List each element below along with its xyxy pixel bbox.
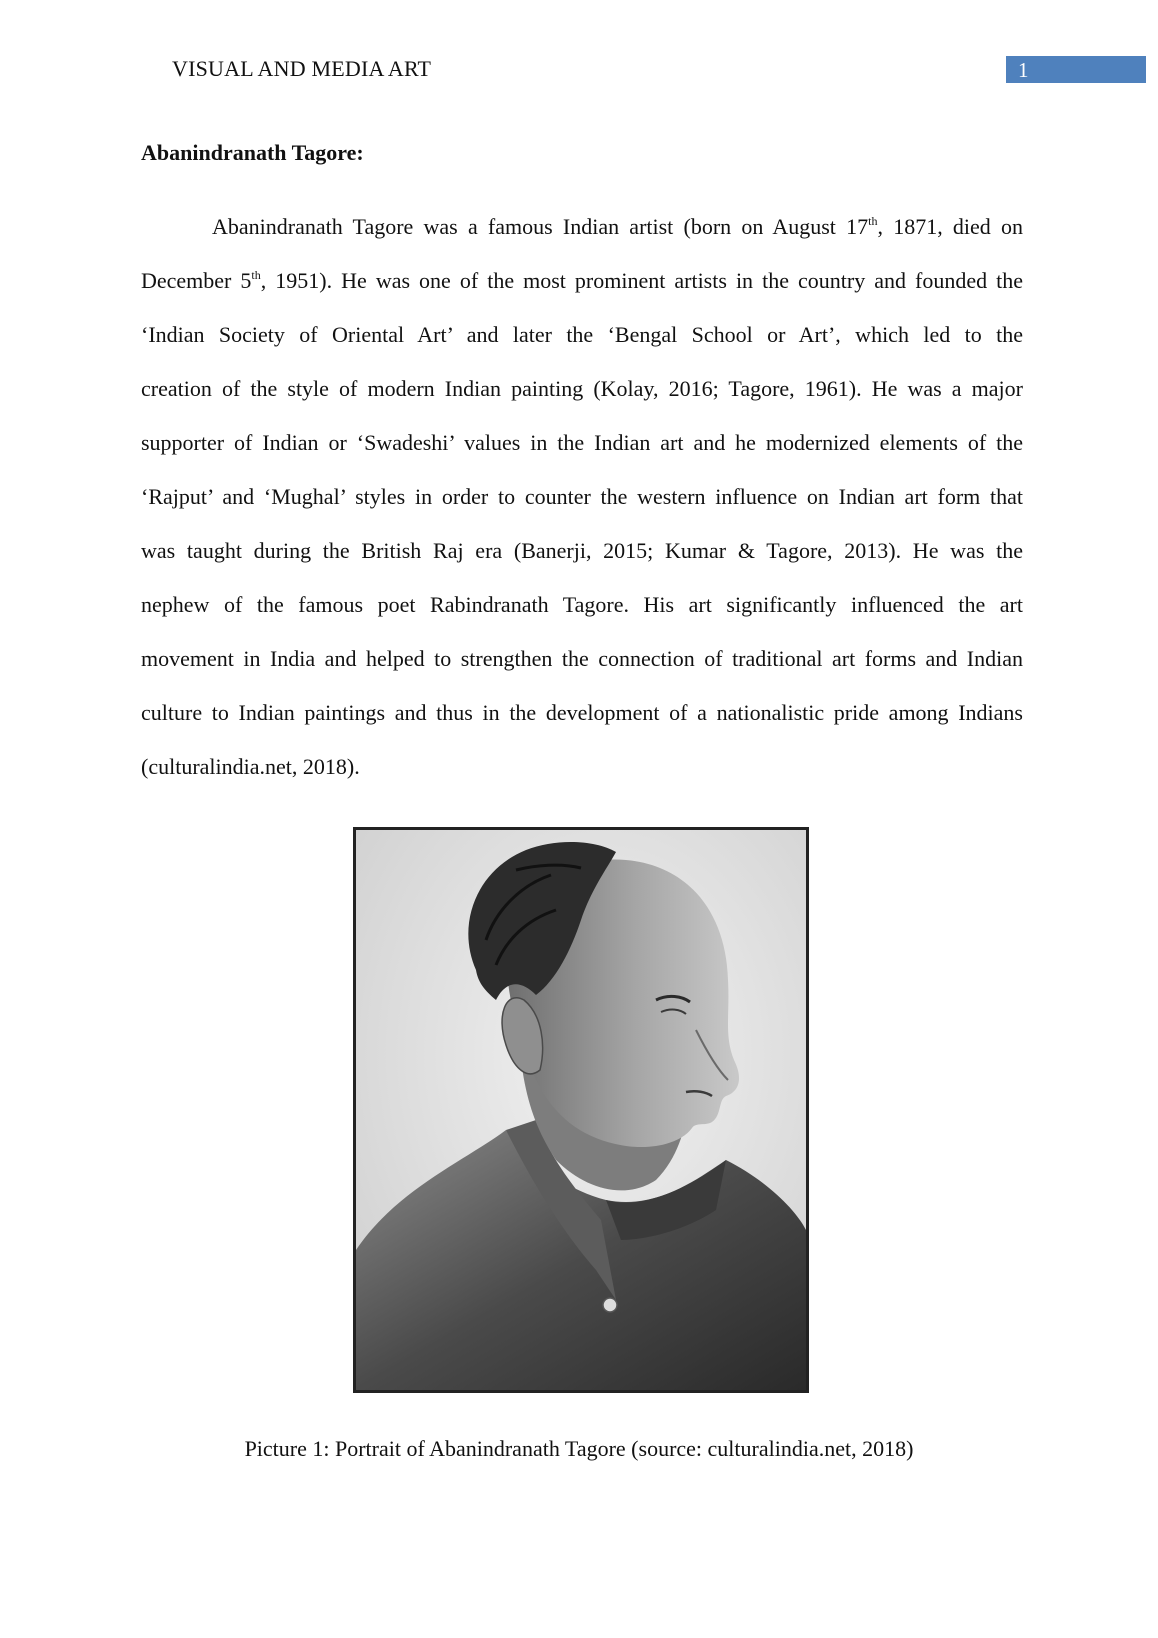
portrait-photo: [353, 827, 809, 1393]
paragraph-line: ‘Indian Society of Oriental Art’ and later the ‘Bengal School or Art’, which led to the: [141, 322, 1023, 347]
paragraph-line: movement in India and helped to strengthen the connection of traditional art forms and Indian: [141, 646, 1023, 671]
paragraph-line: ‘Rajput’ and ‘Mughal’ styles in order to counter the western influence on Indian art form that: [141, 484, 1023, 509]
paragraph-line: was taught during the British Raj era (Banerji, 2015; Kumar & Tagore, 2013). He was the: [141, 538, 1023, 563]
paragraph-line: culture to Indian paintings and thus in the development of a nationalistic pride among Indians: [141, 700, 1023, 725]
paragraph-line: supporter of Indian or ‘Swadeshi’ values in the Indian art and he modernized elements of the: [141, 430, 1023, 455]
running-head-title: VISUAL AND MEDIA ART: [172, 56, 432, 81]
paragraph-line: (culturalindia.net, 2018).: [141, 754, 360, 779]
portrait-illustration: [356, 830, 806, 1390]
section-heading: Abanindranath Tagore:: [141, 140, 364, 165]
page-number-box: [1006, 56, 1146, 83]
paragraph-line: nephew of the famous poet Rabindranath Tagore. His art significantly influenced the art: [141, 592, 1023, 617]
body-paragraph: [141, 200, 1023, 794]
page-number: 1: [1018, 58, 1029, 82]
figure-caption: Picture 1: Portrait of Abanindranath Tagore (source: culturalindia.net, 2018): [244, 1436, 914, 1461]
paragraph-line: Abanindranath Tagore was a famous Indian artist (born on August 17th, 1871, died on: [212, 214, 1023, 239]
paragraph-line: creation of the style of modern Indian painting (Kolay, 2016; Tagore, 1961). He was a major: [141, 376, 1023, 401]
paragraph-line: December 5th, 1951). He was one of the most prominent artists in the country and founded the: [141, 268, 1023, 293]
